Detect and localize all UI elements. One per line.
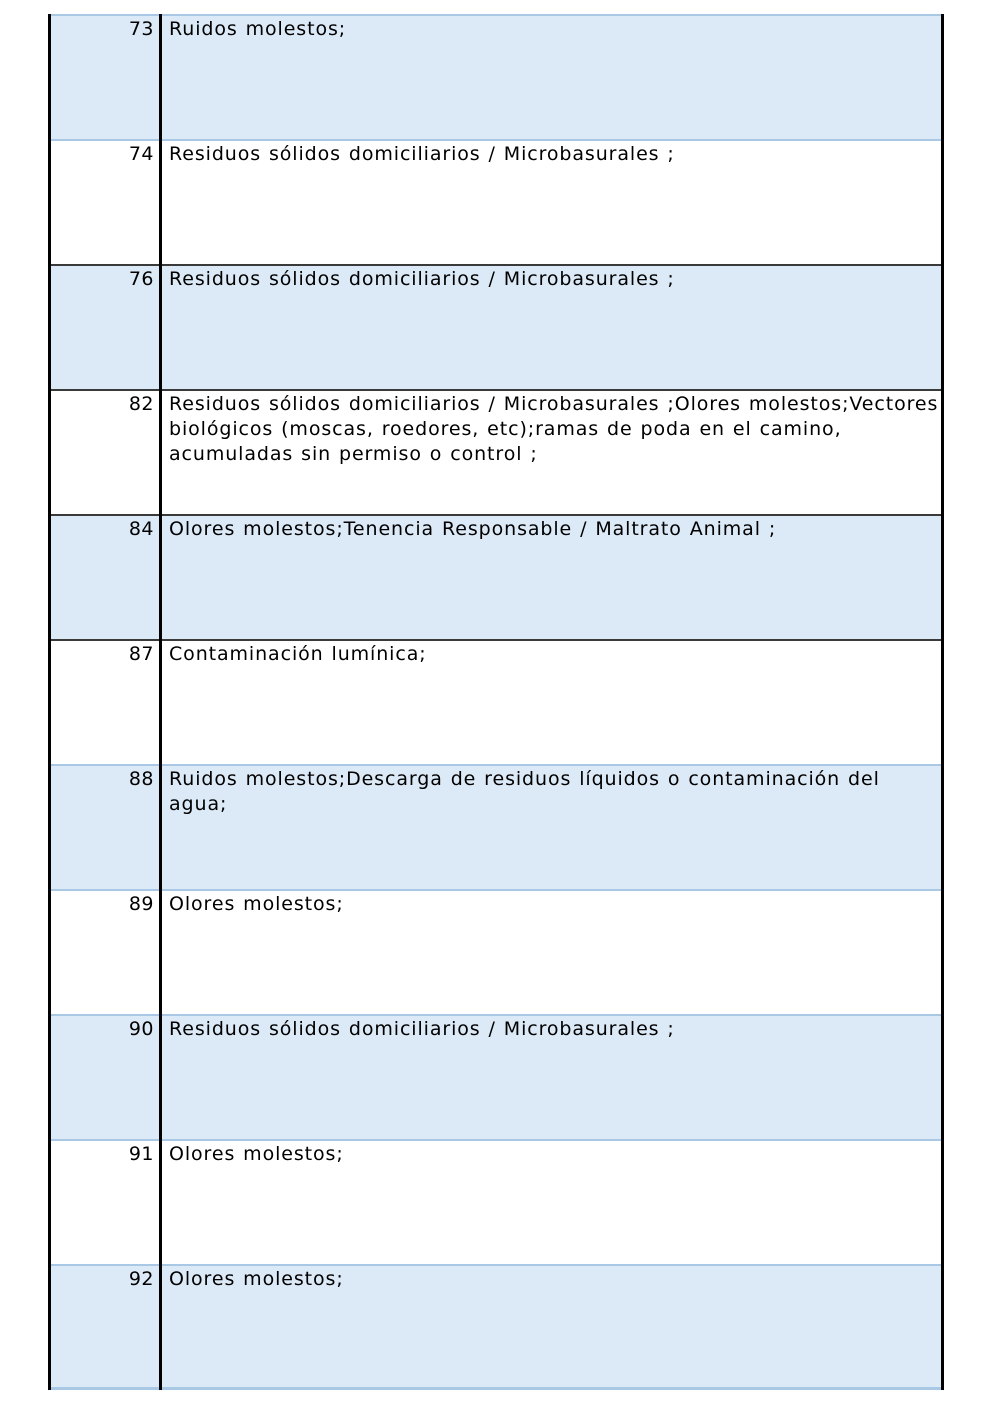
table-row: [48, 1139, 944, 1264]
table-row: [48, 514, 944, 639]
table-row: [48, 764, 944, 889]
row-number: 74: [128, 143, 154, 165]
table-row: [48, 889, 944, 1014]
table-bottom-border: [48, 1387, 944, 1390]
row-number: 76: [128, 268, 154, 290]
row-description: Ruidos molestos;: [169, 18, 347, 40]
row-description: Ruidos molestos;Descarga de residuos líquidos o contaminación del agua;: [169, 768, 880, 815]
table-row: [48, 264, 944, 389]
row-number: 92: [128, 1268, 154, 1290]
table-row: [48, 14, 944, 139]
row-number: 84: [128, 518, 154, 540]
row-number: 90: [128, 1018, 154, 1040]
row-description: Contaminación lumínica;: [169, 643, 427, 665]
complaints-table: [48, 14, 944, 1390]
table-row: [48, 389, 944, 514]
table-right-border: [941, 14, 944, 1390]
row-description: Olores molestos;: [169, 893, 344, 915]
row-description: Olores molestos;: [169, 1143, 344, 1165]
column-divider: [159, 14, 162, 1390]
table-left-border: [48, 14, 51, 1390]
row-number: 89: [128, 893, 154, 915]
row-description: Olores molestos;Tenencia Responsable / Maltrato Animal ;: [169, 518, 777, 540]
table-row: [48, 1264, 944, 1387]
row-number: 87: [128, 643, 154, 665]
row-description: Residuos sólidos domiciliarios / Microbasurales ;: [169, 1018, 675, 1040]
row-number: 88: [128, 768, 154, 790]
table-row: [48, 1014, 944, 1139]
table-row: [48, 639, 944, 764]
row-number: 82: [128, 393, 154, 415]
table-row: [48, 139, 944, 264]
row-description: Residuos sólidos domiciliarios / Microbasurales ;: [169, 143, 675, 165]
row-description: Olores molestos;: [169, 1268, 344, 1290]
row-description: Residuos sólidos domiciliarios / Microbasurales ;: [169, 268, 675, 290]
row-description: Residuos sólidos domiciliarios / Microbasurales ;Olores molestos;Vectores biológicos (moscas, roedores, etc);ramas de poda en el camino, acumuladas sin permiso o control ;: [169, 393, 939, 465]
row-number: 73: [128, 18, 154, 40]
row-number: 91: [128, 1143, 154, 1165]
